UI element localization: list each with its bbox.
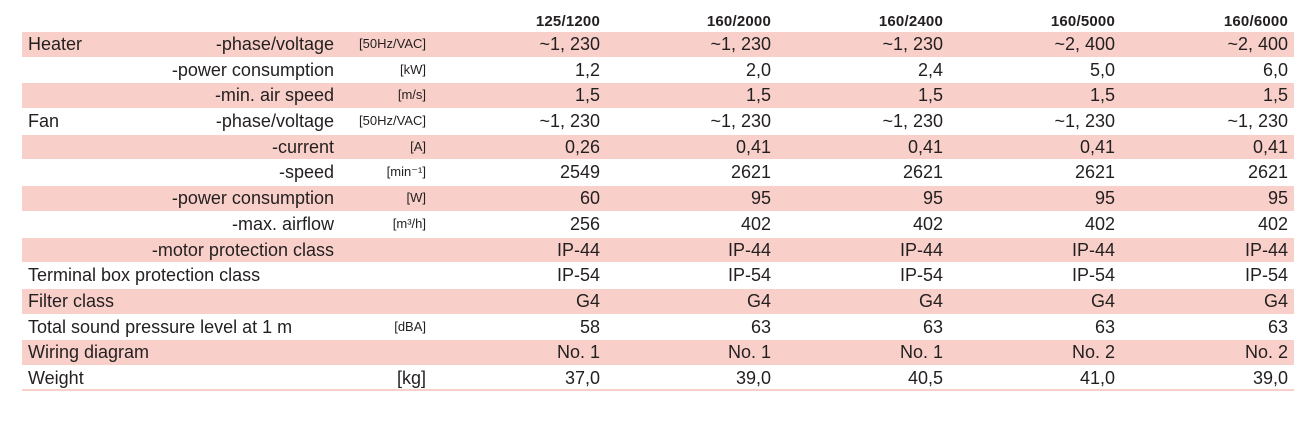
value-cell: 1,5: [745, 85, 771, 106]
value-cell: IP-44: [1244, 239, 1288, 260]
value-cell: ~1, 230: [539, 111, 600, 132]
parameter-label: -phase/voltage: [215, 111, 334, 132]
spec-row-total-sound-pressure-level: [22, 315, 1294, 340]
value-cell: 41,0: [1079, 367, 1115, 388]
value-cell: G4: [1090, 290, 1115, 311]
category-label: Wiring diagram: [28, 342, 150, 363]
value-cell: 2621: [1247, 162, 1288, 183]
value-cell: No. 1: [899, 342, 943, 363]
spec-row-fan-speed: [22, 160, 1294, 185]
category-label: Weight: [28, 367, 84, 388]
value-cell: G4: [575, 290, 600, 311]
unit-label: [m/s]: [397, 87, 426, 103]
value-cell: 40,5: [907, 367, 943, 388]
model-header: 125/1200: [535, 13, 600, 30]
value-cell: IP-54: [899, 265, 943, 286]
value-cell: 95: [750, 188, 771, 209]
value-cell: 95: [1094, 188, 1115, 209]
spec-row-heater-min-air-speed: [22, 83, 1294, 108]
value-cell: No. 2: [1071, 342, 1115, 363]
value-cell: ~1, 230: [882, 34, 943, 54]
value-cell: 2,0: [745, 59, 771, 80]
value-cell: 1,5: [574, 85, 600, 106]
spec-row-fan-power-consumption: [22, 186, 1294, 211]
spec-table: [22, 8, 1294, 392]
category-label: Heater: [28, 34, 83, 54]
spec-row-heater-phase-voltage: [22, 32, 1294, 57]
value-cell: ~1, 230: [710, 34, 771, 54]
unit-label: [m³/h]: [392, 215, 426, 231]
value-cell: IP-44: [727, 239, 771, 260]
unit-label: [kg]: [396, 367, 426, 388]
value-cell: 2621: [730, 162, 771, 183]
spec-row-heater-power-consumption: [22, 58, 1294, 83]
value-cell: G4: [918, 290, 943, 311]
model-header: 160/5000: [1050, 13, 1115, 30]
parameter-label: -power consumption: [171, 188, 334, 209]
value-cell: 60: [579, 188, 600, 209]
value-cell: 37,0: [564, 367, 600, 388]
value-cell: 1,5: [1089, 85, 1115, 106]
parameter-label: -min. air speed: [214, 85, 334, 106]
value-cell: ~1, 230: [1227, 111, 1288, 132]
parameter-label: -motor protection class: [151, 239, 334, 260]
value-cell: ~1, 230: [539, 34, 600, 54]
category-label: Total sound pressure level at 1 m: [28, 316, 293, 337]
value-cell: 63: [750, 316, 771, 337]
value-cell: 0,41: [907, 136, 943, 157]
category-label: Terminal box protection class: [28, 265, 261, 286]
parameter-label: -speed: [278, 162, 334, 183]
value-cell: 39,0: [1252, 367, 1288, 388]
value-cell: 5,0: [1089, 59, 1115, 80]
value-cell: 1,5: [917, 85, 943, 106]
value-cell: No. 2: [1244, 342, 1288, 363]
model-header: 160/2000: [706, 13, 771, 30]
value-cell: 402: [1257, 213, 1288, 234]
spec-row-fan-max-airflow: [22, 212, 1294, 237]
unit-label: [A]: [410, 138, 426, 154]
value-cell: IP-44: [899, 239, 943, 260]
spec-row-wiring-diagram: [22, 340, 1294, 365]
spec-row-filter-class: [22, 289, 1294, 314]
bottom-divider: [22, 389, 1294, 391]
value-cell: 402: [740, 213, 771, 234]
value-cell: 58: [579, 316, 600, 337]
value-cell: 256: [569, 213, 600, 234]
value-cell: 39,0: [735, 367, 771, 388]
spec-row-weight: [22, 366, 1294, 391]
unit-label: [kW]: [400, 61, 426, 77]
value-cell: 0,41: [735, 136, 771, 157]
value-cell: 0,41: [1079, 136, 1115, 157]
spec-row-fan-current: [22, 135, 1294, 160]
value-cell: ~1, 230: [710, 111, 771, 132]
value-cell: 63: [922, 316, 943, 337]
parameter-label: -power consumption: [171, 59, 334, 80]
value-cell: 402: [912, 213, 943, 234]
category-label: Filter class: [28, 290, 115, 311]
parameter-label: -phase/voltage: [215, 34, 334, 54]
value-cell: 2621: [902, 162, 943, 183]
value-cell: G4: [1263, 290, 1288, 311]
value-cell: IP-44: [556, 239, 600, 260]
unit-label: [50Hz/VAC]: [359, 113, 426, 129]
value-cell: ~1, 230: [1054, 111, 1115, 132]
parameter-label: -max. airflow: [231, 213, 334, 234]
value-cell: 2621: [1074, 162, 1115, 183]
value-cell: 0,26: [564, 136, 600, 157]
value-cell: ~2, 400: [1227, 34, 1288, 54]
value-cell: ~1, 230: [882, 111, 943, 132]
value-cell: 2,4: [917, 59, 943, 80]
spec-row-fan-phase-voltage: [22, 109, 1294, 134]
value-cell: No. 1: [556, 342, 600, 363]
value-cell: IP-54: [1071, 265, 1115, 286]
value-cell: No. 1: [727, 342, 771, 363]
parameter-label: -current: [271, 136, 334, 157]
value-cell: 2549: [559, 162, 600, 183]
value-cell: 402: [1084, 213, 1115, 234]
value-cell: IP-54: [727, 265, 771, 286]
unit-label: [50Hz/VAC]: [359, 36, 426, 51]
unit-label: [min⁻¹]: [386, 164, 426, 180]
value-cell: 95: [1267, 188, 1288, 209]
model-header: 160/6000: [1223, 13, 1288, 30]
value-cell: G4: [746, 290, 771, 311]
spec-row-terminal-box-protection-class: [22, 263, 1294, 288]
value-cell: ~2, 400: [1054, 34, 1115, 54]
value-cell: IP-54: [556, 265, 600, 286]
model-header-row: [22, 8, 1294, 32]
unit-label: [dBA]: [394, 318, 426, 334]
value-cell: 63: [1267, 316, 1288, 337]
value-cell: IP-44: [1071, 239, 1115, 260]
value-cell: 95: [922, 188, 943, 209]
value-cell: 6,0: [1262, 59, 1288, 80]
value-cell: 1,5: [1262, 85, 1288, 106]
value-cell: 63: [1094, 316, 1115, 337]
unit-label: [W]: [406, 190, 426, 206]
value-cell: 1,2: [574, 59, 600, 80]
category-label: Fan: [28, 111, 60, 132]
spec-row-fan-motor-protection-class: [22, 238, 1294, 263]
model-header: 160/2400: [878, 13, 943, 30]
value-cell: IP-54: [1244, 265, 1288, 286]
value-cell: 0,41: [1252, 136, 1288, 157]
